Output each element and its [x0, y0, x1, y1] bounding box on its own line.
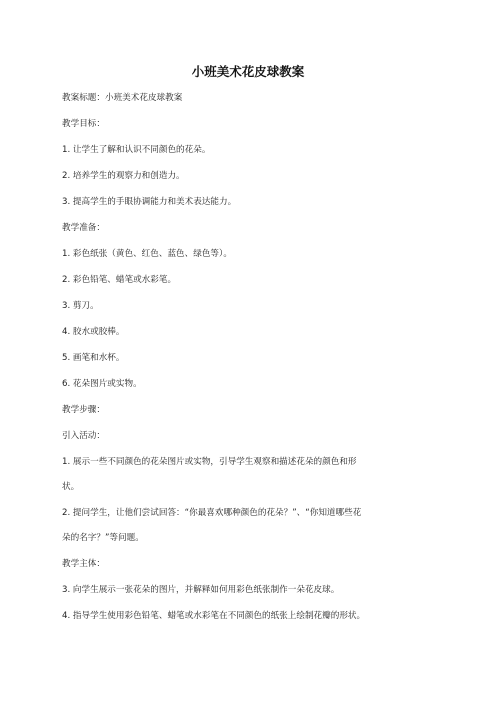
objective-item-2: 2. 培养学生的观察力和创造力。	[62, 171, 185, 181]
document-title: 小班美术花皮球教案	[191, 64, 305, 79]
intro-step-1-cont: 状。	[62, 482, 80, 492]
preparation-item-4: 4. 胶水或胶棒。	[62, 327, 125, 337]
preparation-heading: 教学准备：	[62, 223, 105, 233]
main-step-3: 3. 向学生展示一张花朵的图片，并解释如何用彩色纸张制作一朵花皮球。	[62, 585, 340, 595]
intro-step-1: 1. 展示一些不同颜色的花朵图片或实物，引导学生观察和描述花朵的颜色和形	[62, 457, 357, 467]
main-step-4: 4. 指导学生使用彩色铅笔、蜡笔或水彩笔在不同颜色的纸张上绘制花瓣的形状。	[62, 611, 366, 621]
objective-item-1: 1. 让学生了解和认识不同颜色的花朵。	[62, 145, 211, 155]
objectives-heading: 教学目标：	[62, 119, 105, 129]
preparation-item-1: 1. 彩色纸张（黄色、红色、蓝色、绿色等）。	[62, 249, 232, 259]
preparation-item-5: 5. 画笔和水杯。	[62, 353, 125, 363]
preparation-item-6: 6. 花朵图片或实物。	[62, 379, 142, 389]
steps-heading: 教学步骤：	[62, 405, 105, 415]
main-body-heading: 教学主体：	[62, 559, 105, 569]
intro-step-2-cont: 朵的名字？”等问题。	[62, 533, 144, 543]
objective-item-3: 3. 提高学生的手眼协调能力和美术表达能力。	[62, 197, 237, 207]
preparation-item-3: 3. 剪刀。	[62, 301, 99, 311]
preparation-item-2: 2. 彩色铅笔、蜡笔或水彩笔。	[62, 275, 177, 285]
intro-step-2: 2. 提问学生，让他们尝试回答：“你最喜欢哪种颜色的花朵？”、“你知道哪些花	[62, 508, 362, 518]
intro-activity-heading: 引入活动：	[62, 431, 105, 441]
lesson-title-line: 教案标题：小班美术花皮球教案	[62, 93, 183, 103]
